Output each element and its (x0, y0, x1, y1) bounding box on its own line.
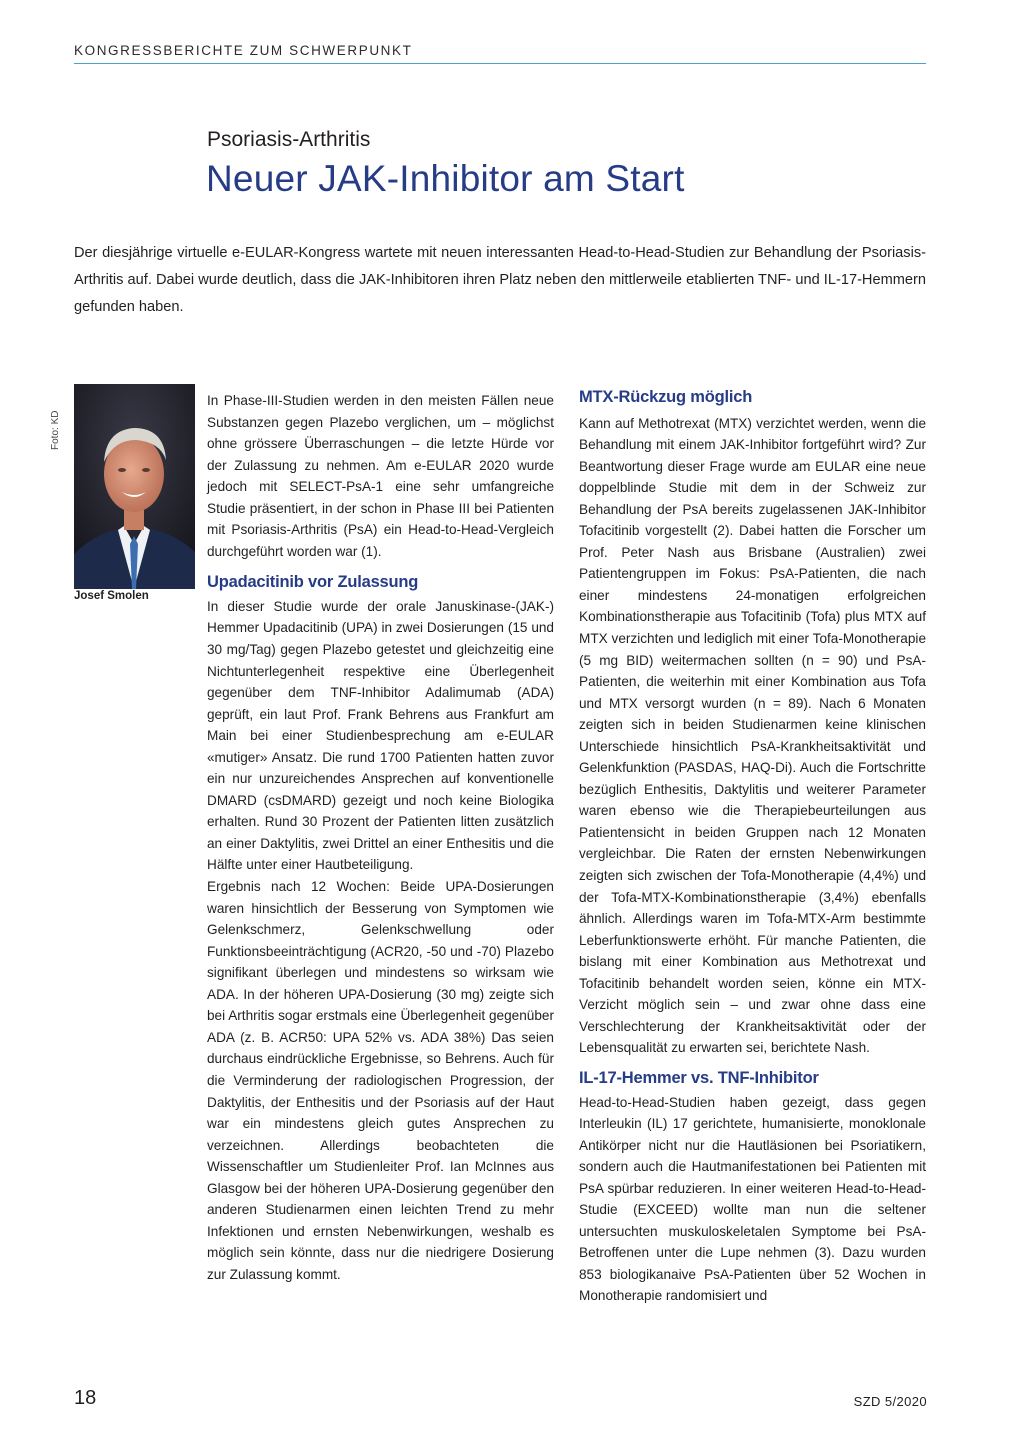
intro-paragraph: In Phase-III-Studien werden in den meisten Fällen neue Substanzen gegen Plazebo verglichen, um – möglichst ohne grössere Überraschungen – die letzte Hürde vor der Zulassung zu nehmen. Am e-EULAR 2020 wurde jedoch mit SELECT-PsA-1 eine sehr umfangreiche Studie präsentiert, in der schon in Phase III bei Patienten mit Psoriasis-Arthritis (PsA) ein Head-to-Head-Vergleich durchgeführt worden war (1). (207, 393, 554, 559)
issue-label: SZD 5/2020 (853, 1394, 927, 1409)
section-heading-mtx: MTX-Rückzug möglich (579, 388, 753, 406)
article-kicker: Psoriasis-Arthritis (207, 128, 371, 151)
article-headline: Neuer JAK-Inhibitor am Start (206, 158, 685, 199)
photo-credit: Foto: KD (50, 410, 61, 450)
header-rule (74, 63, 926, 64)
section-heading-il17: IL-17-Hemmer vs. TNF-Inhibitor (579, 1068, 819, 1087)
article-column-right (579, 390, 926, 1307)
page-number: 18 (74, 1387, 97, 1409)
section-header-label: KONGRESSBERICHTE ZUM SCHWERPUNKT (74, 43, 413, 58)
body-paragraph: Head-to-Head-Studien haben gezeigt, dass gegen Interleukin (IL) 17 gerichtete, humanisierte, monoklonale Antikörper nicht nur die Hautläsionen bei Psoriatikern, sondern auch die Hautmanifestationen bei Patienten mit PsA spürbar reduzieren. In einer weiteren Head-to-Head-Studie (EXCEED) wollte man nun die seltener untersuchten muskuloskeletalen Symptome bei PsA-Betroffenen unter die Lupe nehmen (3). Dazu wurden 853 biologikanaive PsA-Patienten über 52 Wochen in Monotherapie randomisiert und (579, 1094, 926, 1304)
section-heading-upadacitinib: Upadacitinib vor Zulassung (207, 573, 419, 592)
photo-caption: Josef Smolen (74, 590, 149, 602)
body-paragraph: Kann auf Methotrexat (MTX) verzichtet werden, wenn die Behandlung mit einem JAK-Inhibitor fortgeführt wird? Zur Beantwortung dieser Frage wurde am EULAR eine neue doppelblinde Studie mit dem in der Schweiz zur Behandlung der PsA bereits zugelassenen JAK-Inhibitor Tofacitinib vorgestellt (2). Dabei hatten die Forscher um Prof. Peter Nash aus Brisbane (Australien) zwei Patientengruppen im Fokus: PsA-Patienten, die nach einer mindestens 24-monatigen erfolgreichen Kombinationstherapie aus Tofacitinib (Tofa) plus MTX auf MTX verzichten und lediglich mit einer Tofa-Monotherapie (5 mg BID) weitermachen sollten (n = 90) und PsA-Patienten, die weiterhin mit einer Kombination aus Tofa und MTX versorgt wurden (n = 89). Nach 6 Monaten zeigten sich in beiden Studienarmen keine klinischen Unterschiede hinsichtlich PsA-Krankheitsaktivität und Gelenkfunktion (PASDAS, HAQ-Di). Auch die Fortschritte bezüglich Enthesitis, Daktylitis und weiterer Parameter waren ebenso wie die Therapiebeurteilungen aus Patientensicht in beiden Gruppen nach 12 Monaten vergleichbar. Die Raten der ernsten Nebenwirkungen zeigten sich zwischen der Tofa-Monotherapie (4,4%) und der Tofa-MTX-Kombinationstherapie (3,4%) ebenfalls ähnlich. Allerdings waren im Tofa-MTX-Arm bestimmte Leberfunktionswerte erhöht. Für manche Patienten, die bislang mit einer Kombination aus Methotrexat und Tofacitinib behandelt worden seien, könne ein MTX-Verzicht möglich sein – und zwar ohne dass eine Verschlechterung der Krankheitsaktivität oder der Lebensqualität zu erwarten sei, berichtete Nash. (579, 415, 926, 1056)
body-paragraph: In dieser Studie wurde der orale Januskinase-(JAK-) Hemmer Upadacitinib (UPA) in zwei Dosierungen (15 und 30 mg/Tag) gegen Plazebo getestet und gleichzeitig eine Nichtunterlegenheit respektive eine Überlegenheit gegenüber dem TNF-Inhibitor Adalimumab (ADA) geprüft, ein laut Prof. Frank Behrens aus Frankfurt am Main bei einer Studienbesprechung am e-EULAR «mutiger» Ansatz. Die rund 1700 Patienten hatten zuvor ein nur unzureichendes Ansprechen auf konventionelle DMARD (csDMARD) gezeigt und noch keine Biologika erhalten. Rund 30 Prozent der Patienten litten zusätzlich an einer Daktylitis, zwei Drittel an einer Enthesitis und die Hälfte unter einer Hautbeteiligung. (207, 598, 554, 873)
article-column-middle (207, 390, 554, 1285)
article-lead: Der diesjährige virtuelle e-EULAR-Kongress wartete mit neuen interessanten Head-to-Head-Studien zur Behandlung der Psoriasis-Arthritis auf. Dabei wurde deutlich, dass die JAK-Inhibitoren ihren Platz neben den mittlerweile etablierten TNF- und IL-17-Hemmern gefunden haben. (74, 245, 926, 315)
author-photo (74, 384, 195, 589)
body-paragraph: Ergebnis nach 12 Wochen: Beide UPA-Dosierungen waren hinsichtlich der Besserung von Symptomen wie Gelenkschmerz, Gelenkschwellung oder Funktionsbeeinträchtigung (ACR20, -50 und -70) Plazebo signifikant überlegen und mindestens so wirksam wie ADA. In der höheren UPA-Dosierung (30 mg) zeigte sich bei Arthritis sogar erstmals eine Überlegenheit gegenüber ADA (z. B. ACR50: UPA 52% vs. ADA 38%) Das seien durchaus eindrückliche Ergebnisse, so Behrens. Auch für die Verminderung der radiologischen Progression, der Daktylitis, der Enthesitis und der Psoriasis auf der Haut war ein mindestens gleich gutes Ansprechen zu verzeichnen. Allerdings beobachteten die Wissenschaftler um Studienleiter Prof. Ian McInnes aus Glasgow bei der höheren UPA-Dosierung gegenüber den anderen Studienarmen einen leichten Trend zu mehr Infektionen und ernsten Nebenwirkungen, weshalb es möglich sein könnte, dass nur die niedrigere Dosierung zur Zulassung kommt. (207, 879, 554, 1282)
